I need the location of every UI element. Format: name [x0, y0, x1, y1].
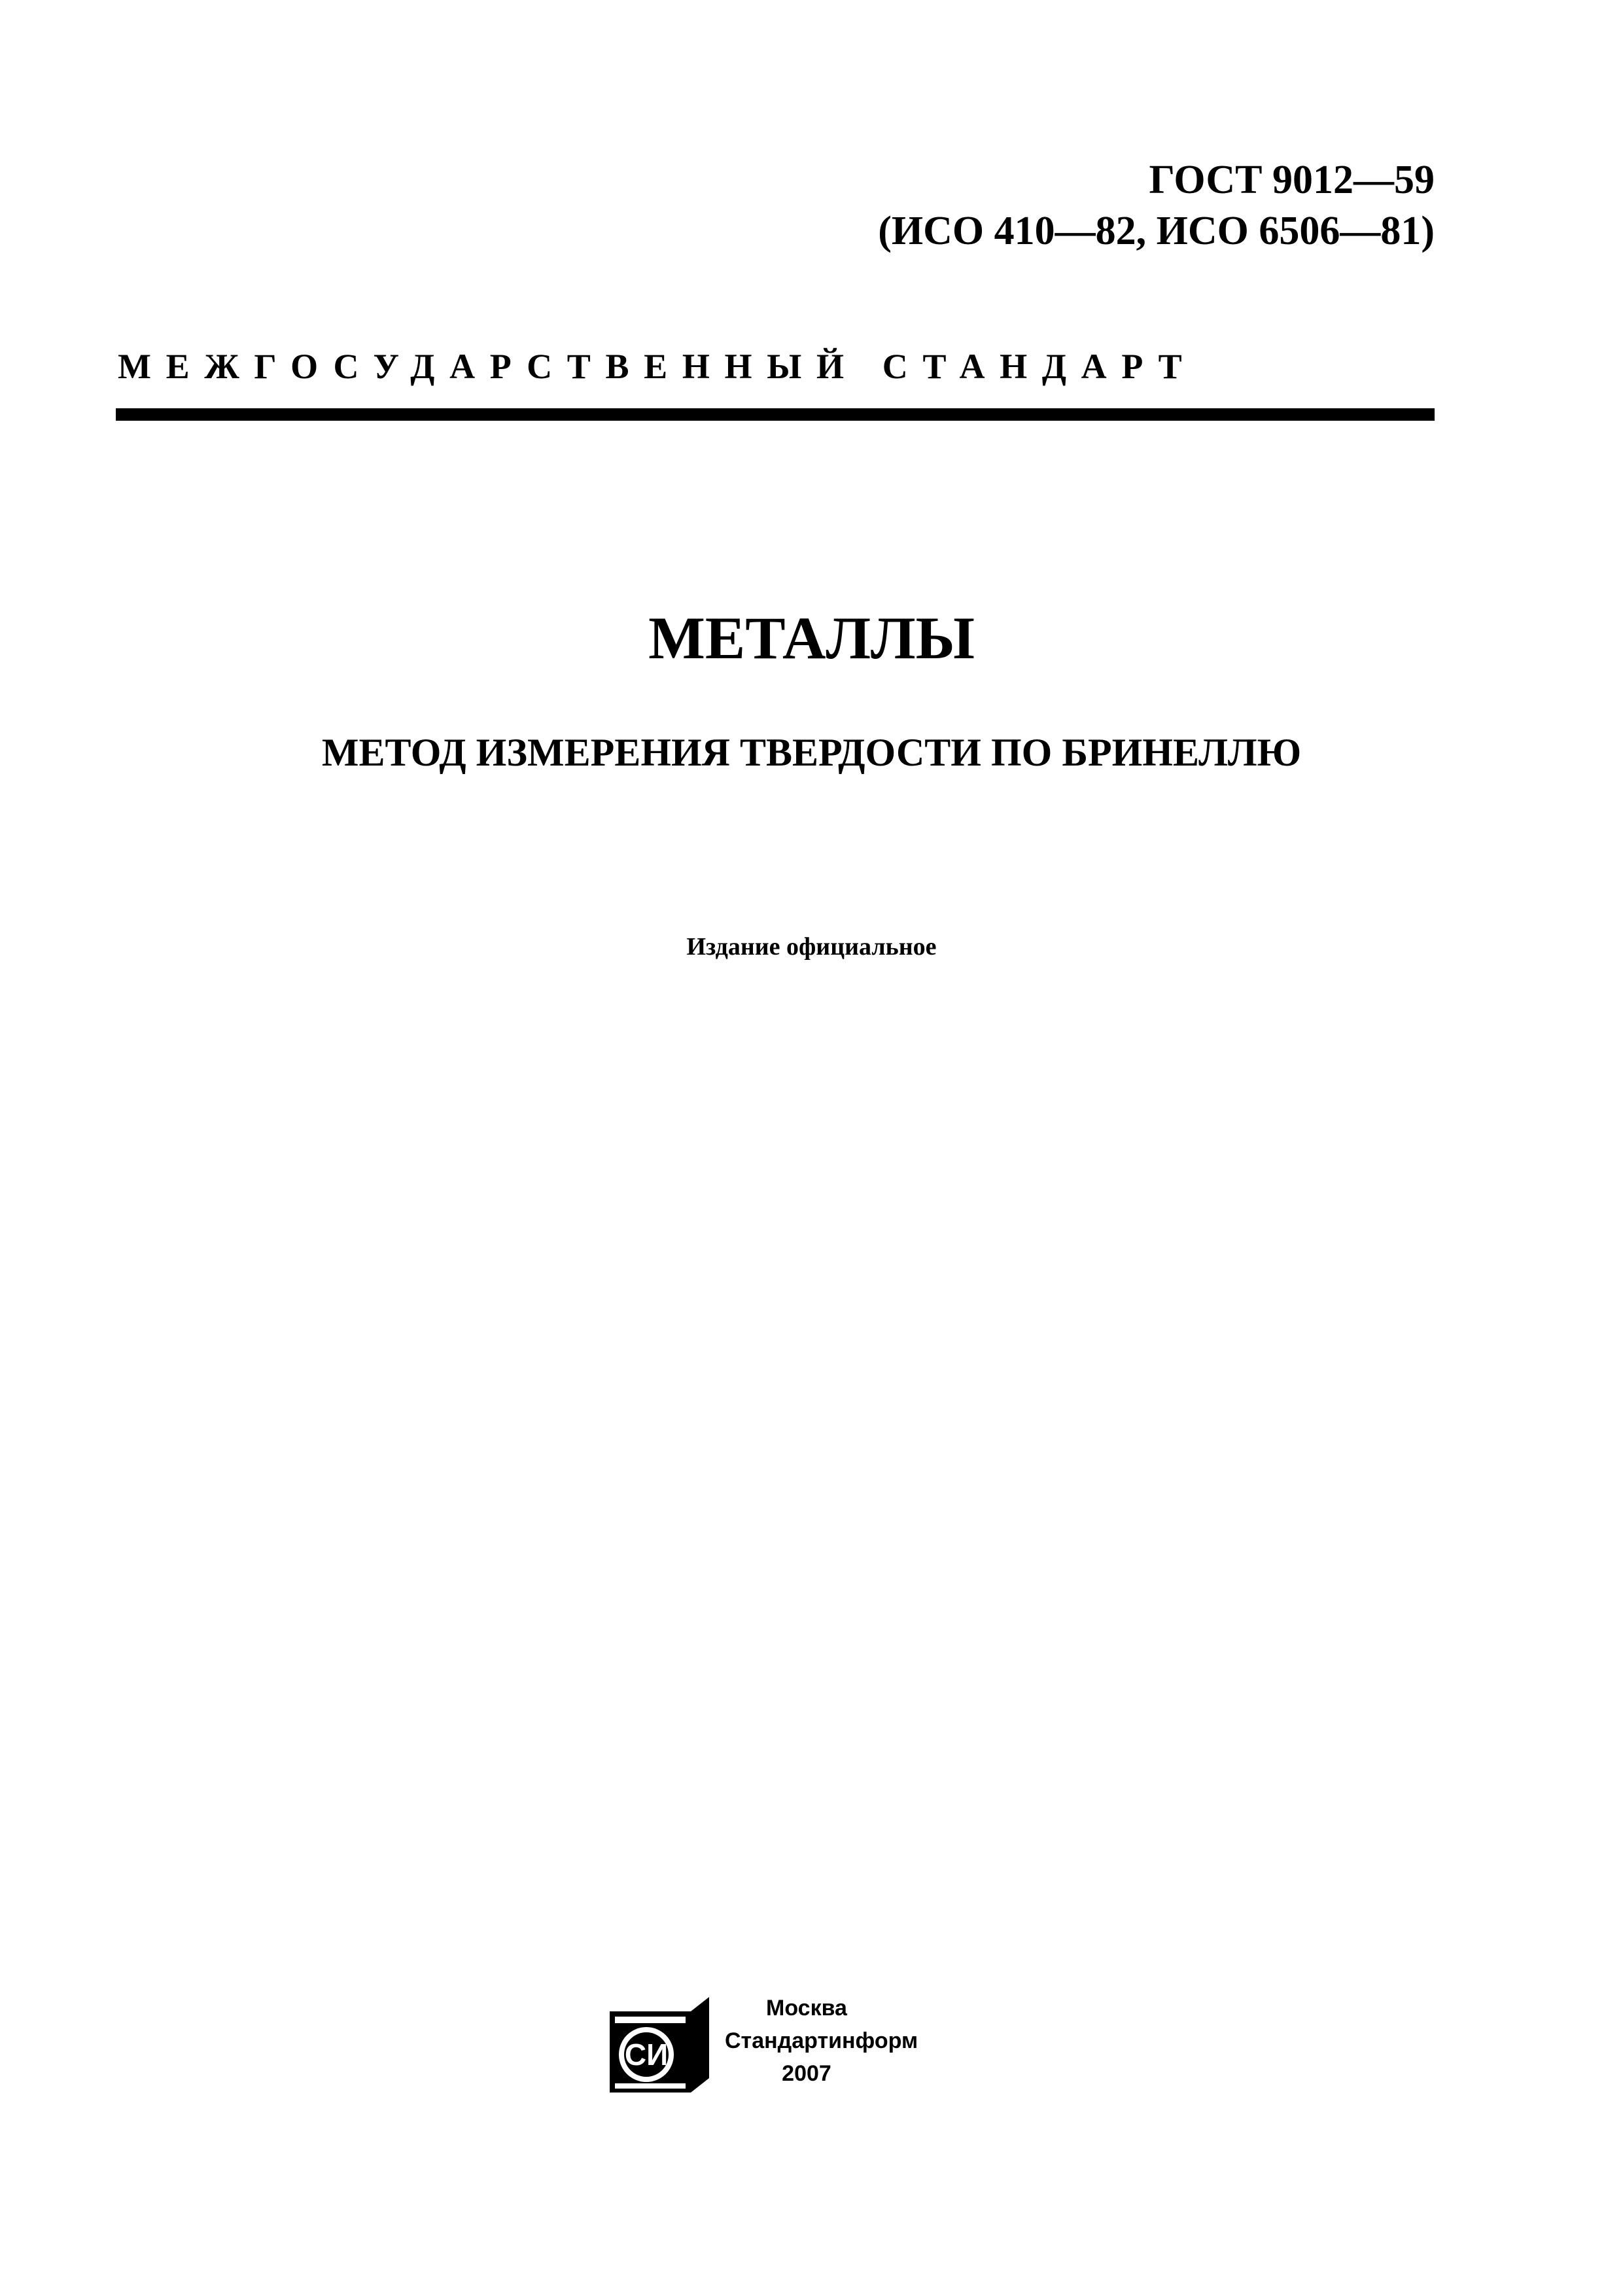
document-subtitle: МЕТОД ИЗМЕРЕНИЯ ТВЕРДОСТИ ПО БРИНЕЛЛЮ: [321, 731, 1302, 774]
standard-type-header: [118, 339, 1435, 394]
edition-note: Издание официальное: [686, 933, 937, 961]
imprint-year: 2007: [782, 2061, 831, 2086]
imprint-text: [725, 1992, 918, 2090]
document-title: МЕТАЛЛЫ: [648, 605, 975, 671]
logo-lettering: СИ: [624, 2038, 669, 2072]
imprint-city: Москва: [766, 1996, 847, 2021]
iso-equivalents: (ИСО 410—82, ИСО 6506—81): [878, 209, 1435, 253]
standard-type-label: МЕЖГОСУДАРСТВЕННЫЙ СТАНДАРТ: [118, 347, 1197, 386]
standard-number: ГОСТ 9012—59: [1149, 158, 1435, 202]
publisher-imprint: [610, 1992, 918, 2103]
standartinform-logo-icon: [610, 1997, 709, 2096]
imprint-publisher: Стандартинформ: [725, 2028, 918, 2053]
header-divider: [116, 408, 1435, 421]
standard-designation: [878, 154, 1435, 256]
